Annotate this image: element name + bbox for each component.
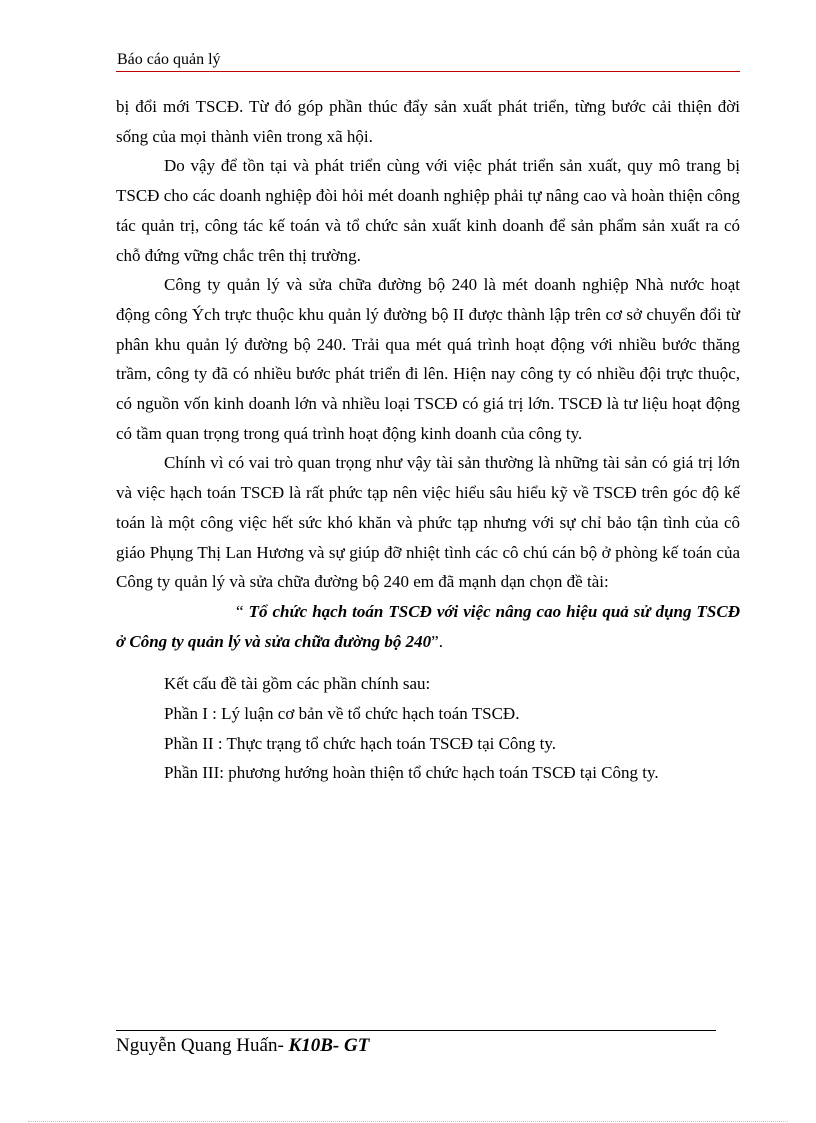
footer-separator: - — [277, 1035, 289, 1056]
document-body — [116, 92, 740, 788]
paragraph-motivation: Chính vì có vai trò quan trọng như vậy tài sản thường là những tài sản có giá trị lớn và việc hạch toán TSCĐ là rất phức tạp nên việc hiểu sâu hiểu kỹ về TSCĐ trên góc độ kế toán là một công việc hết sức khó khăn và phức tạp nhưng với sự chỉ bảo tận tình của cô giáo Phụng Thị Lan Hương và sự giúp đỡ nhiệt tình các cô chú cán bộ ở phòng kế toán của Công ty quản lý và sửa chữa đường bộ 240 em đã mạnh dạn chọn đề tài: — [116, 453, 740, 592]
footer-text — [116, 1034, 369, 1058]
page-bottom-edge — [28, 1121, 788, 1122]
header-title: Báo cáo quản lý — [117, 51, 221, 68]
topic-statement — [116, 597, 740, 656]
structure-part-3: Phần III: phương hướng hoàn thiện tổ chức hạch toán TSCĐ tại Công ty. — [164, 763, 659, 783]
paragraph-continuation: bị đổi mới TSCĐ. Từ đó góp phần thúc đẩy sản xuất phát triển, từng bước cải thiện đời sống của mọi thành viên trong xã hội. — [116, 97, 740, 146]
topic-title: Tổ chức hạch toán TSCĐ với việc nâng cao hiệu quả sử dụng TSCĐ ở Công ty quản lý và sửa chữa đường bộ 240 — [116, 601, 740, 651]
structure-part-1: Phần I : Lý luận cơ bản về tổ chức hạch toán TSCĐ. — [164, 704, 520, 724]
topic-open-quote: “ — [236, 601, 249, 621]
footer-author: Nguyễn Quang Huấn — [116, 1035, 278, 1056]
structure-part-2: Phần II : Thực trạng tổ chức hạch toán TSCĐ tại Công ty. — [164, 733, 557, 753]
header-divider — [116, 71, 740, 72]
footer-class: K10B- GT — [288, 1035, 370, 1056]
footer-divider — [116, 1030, 716, 1031]
topic-close-quote: ”. — [431, 631, 443, 651]
structure-intro: Kết cấu đề tài gồm các phần chính sau: — [164, 674, 431, 694]
paragraph-company: Công ty quản lý và sửa chữa đường bộ 240 là mét doanh nghiệp Nhà nước hoạt động công Ých trực thuộc khu quản lý đường bộ II được thành lập trên cơ sở chuyển đổi từ phân khu quản lý đường bộ 240. Trải qua mét quá trình hoạt động với nhiều bước thăng trầm, công ty đã có nhiều bước phát triển đi lên. Hiện nay công ty có nhiều đội trực thuộc, có nguồn vốn kinh doanh lớn và nhiều loại TSCĐ có giá trị lớn. TSCĐ là tư liệu hoạt động có tầm quan trọng trong quá trình hoạt động kinh doanh của công ty. — [116, 275, 740, 443]
paragraph-scale: Do vậy để tồn tại và phát triển cùng với việc phát triển sản xuất, quy mô trang bị TSCĐ cho các doanh nghiệp đòi hỏi mét doanh nghiệp phải tự nâng cao và hoàn thiện công tác quản trị, công tác kế toán và tổ chức sản xuất kinh doanh để sản phẩm sản xuất ra có chỗ đứng vững chắc trên thị trường. — [116, 156, 740, 265]
